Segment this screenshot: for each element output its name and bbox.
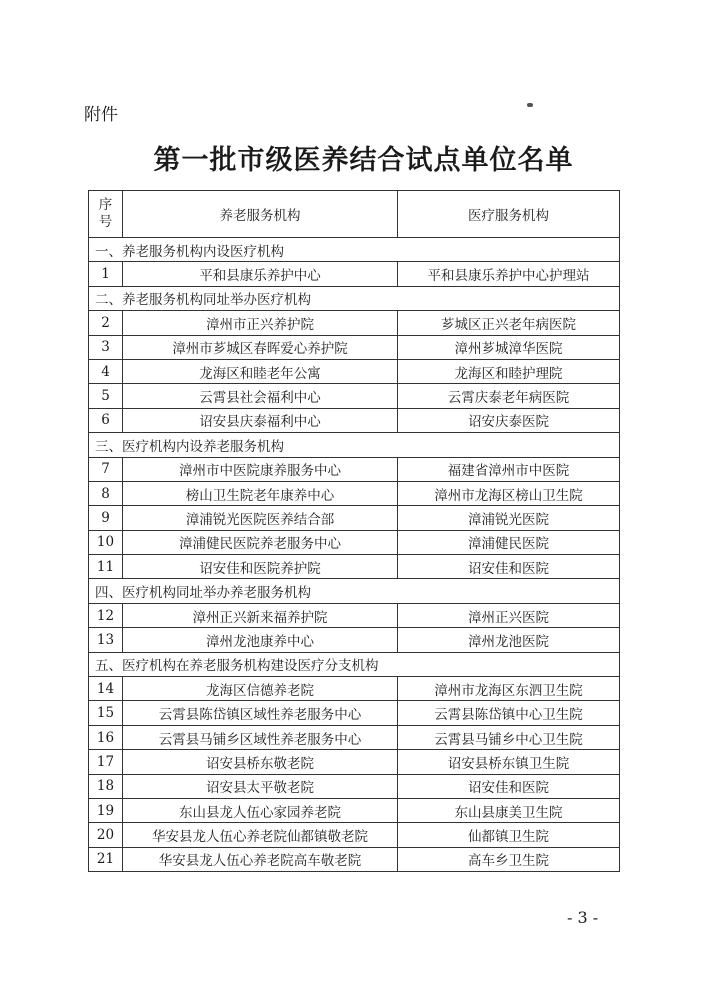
cell-seq-number: 3 (89, 335, 123, 359)
table-row (89, 847, 620, 871)
cell-elderly-care-institution: 云霄县陈岱镇区域性养老服务中心 (123, 701, 398, 725)
table-row (89, 359, 620, 383)
cell-seq-number: 2 (89, 311, 123, 335)
table-row (89, 481, 620, 505)
cell-medical-institution: 平和县康乐养护中心护理站 (398, 262, 620, 286)
section-heading-row (89, 286, 620, 310)
cell-medical-institution: 漳州龙池医院 (398, 628, 620, 652)
section-heading-row (89, 238, 620, 262)
cell-medical-institution: 云霄县马铺乡中心卫生院 (398, 725, 620, 749)
cell-elderly-care-institution: 诏安县太平敬老院 (123, 774, 398, 798)
cell-medical-institution: 龙海区和睦护理院 (398, 359, 620, 383)
section-heading: 三、医疗机构内设养老服务机构 (89, 433, 620, 457)
cell-seq-number: 9 (89, 506, 123, 530)
table-row (89, 603, 620, 627)
cell-medical-institution: 漳州正兴医院 (398, 603, 620, 627)
cell-medical-institution: 漳州市龙海区东泗卫生院 (398, 677, 620, 701)
cell-seq-number: 5 (89, 384, 123, 408)
cell-seq-number: 15 (89, 701, 123, 725)
cell-seq-number: 16 (89, 725, 123, 749)
cell-elderly-care-institution: 华安县龙人伍心养老院仙都镇敬老院 (123, 823, 398, 847)
cell-elderly-care-institution: 榜山卫生院老年康养中心 (123, 481, 398, 505)
section-heading: 五、医疗机构在养老服务机构建设医疗分支机构 (89, 652, 620, 676)
pilot-unit-table (88, 190, 620, 872)
cell-seq-number: 18 (89, 774, 123, 798)
cell-seq-number: 8 (89, 481, 123, 505)
table-row (89, 384, 620, 408)
page-number: - 3 - (567, 908, 599, 927)
header-medical-service: 医疗服务机构 (398, 191, 620, 238)
table-row (89, 555, 620, 579)
cell-elderly-care-institution: 漳州市芗城区春晖爱心养护院 (123, 335, 398, 359)
cell-seq-number: 6 (89, 408, 123, 432)
table-row (89, 798, 620, 822)
cell-medical-institution: 诏安庆泰医院 (398, 408, 620, 432)
cell-seq-number: 19 (89, 798, 123, 822)
cell-medical-institution: 高车乡卫生院 (398, 847, 620, 871)
cell-elderly-care-institution: 东山县龙人伍心家园养老院 (123, 798, 398, 822)
cell-elderly-care-institution: 诏安佳和医院养护院 (123, 555, 398, 579)
cell-elderly-care-institution: 漳浦锐光医院医养结合部 (123, 506, 398, 530)
cell-elderly-care-institution: 漳州市正兴养护院 (123, 311, 398, 335)
cell-elderly-care-institution: 漳州正兴新来福养护院 (123, 603, 398, 627)
cell-elderly-care-institution: 龙海区和睦老年公寓 (123, 359, 398, 383)
cell-elderly-care-institution: 云霄县社会福利中心 (123, 384, 398, 408)
cell-medical-institution: 诏安佳和医院 (398, 774, 620, 798)
scan-speck (527, 103, 533, 107)
cell-elderly-care-institution: 诏安县庆泰福利中心 (123, 408, 398, 432)
cell-elderly-care-institution: 云霄县马铺乡区域性养老服务中心 (123, 725, 398, 749)
header-seq-line1: 序 (98, 197, 113, 213)
cell-medical-institution: 云霄县陈岱镇中心卫生院 (398, 701, 620, 725)
cell-medical-institution: 漳州市龙海区榜山卫生院 (398, 481, 620, 505)
table-row (89, 628, 620, 652)
cell-elderly-care-institution: 漳浦健民医院养老服务中心 (123, 530, 398, 554)
table-row (89, 408, 620, 432)
cell-medical-institution: 仙都镇卫生院 (398, 823, 620, 847)
table-row (89, 457, 620, 481)
cell-medical-institution: 诏安县桥东镇卫生院 (398, 750, 620, 774)
table-row (89, 335, 620, 359)
cell-elderly-care-institution: 漳州龙池康养中心 (123, 628, 398, 652)
cell-medical-institution: 漳浦健民医院 (398, 530, 620, 554)
cell-seq-number: 13 (89, 628, 123, 652)
cell-medical-institution: 漳浦锐光医院 (398, 506, 620, 530)
cell-seq-number: 12 (89, 603, 123, 627)
section-heading: 一、养老服务机构内设医疗机构 (89, 238, 620, 262)
attachment-label: 附件 (84, 105, 118, 125)
header-elderly-care: 养老服务机构 (123, 191, 398, 238)
cell-seq-number: 7 (89, 457, 123, 481)
cell-seq-number: 10 (89, 530, 123, 554)
cell-elderly-care-institution: 龙海区信德养老院 (123, 677, 398, 701)
page-title: 第一批市级医养结合试点单位名单 (153, 145, 574, 176)
table-row (89, 725, 620, 749)
section-heading-row (89, 433, 620, 457)
section-heading: 二、养老服务机构同址举办医疗机构 (89, 286, 620, 310)
table-row (89, 262, 620, 286)
table-row (89, 506, 620, 530)
cell-elderly-care-institution: 华安县龙人伍心养老院高车敬老院 (123, 847, 398, 871)
cell-seq-number: 11 (89, 555, 123, 579)
table-row (89, 701, 620, 725)
header-seq-line2: 号 (98, 214, 113, 230)
header-seq (89, 191, 123, 238)
table-row (89, 750, 620, 774)
cell-medical-institution: 云霄庆泰老年病医院 (398, 384, 620, 408)
cell-seq-number: 14 (89, 677, 123, 701)
cell-medical-institution: 漳州芗城漳华医院 (398, 335, 620, 359)
section-heading: 四、医疗机构同址举办养老服务机构 (89, 579, 620, 603)
cell-elderly-care-institution: 漳州市中医院康养服务中心 (123, 457, 398, 481)
cell-medical-institution: 芗城区正兴老年病医院 (398, 311, 620, 335)
cell-seq-number: 1 (89, 262, 123, 286)
cell-medical-institution: 福建省漳州市中医院 (398, 457, 620, 481)
cell-seq-number: 4 (89, 359, 123, 383)
table-row (89, 774, 620, 798)
cell-seq-number: 17 (89, 750, 123, 774)
table-row (89, 530, 620, 554)
section-heading-row (89, 652, 620, 676)
cell-seq-number: 21 (89, 847, 123, 871)
table-header-row (89, 191, 620, 238)
cell-medical-institution: 东山县康美卫生院 (398, 798, 620, 822)
table-body (89, 238, 620, 872)
cell-seq-number: 20 (89, 823, 123, 847)
section-heading-row (89, 579, 620, 603)
cell-elderly-care-institution: 诏安县桥东敬老院 (123, 750, 398, 774)
table-row (89, 311, 620, 335)
table-row (89, 677, 620, 701)
cell-elderly-care-institution: 平和县康乐养护中心 (123, 262, 398, 286)
table-row (89, 823, 620, 847)
cell-medical-institution: 诏安佳和医院 (398, 555, 620, 579)
